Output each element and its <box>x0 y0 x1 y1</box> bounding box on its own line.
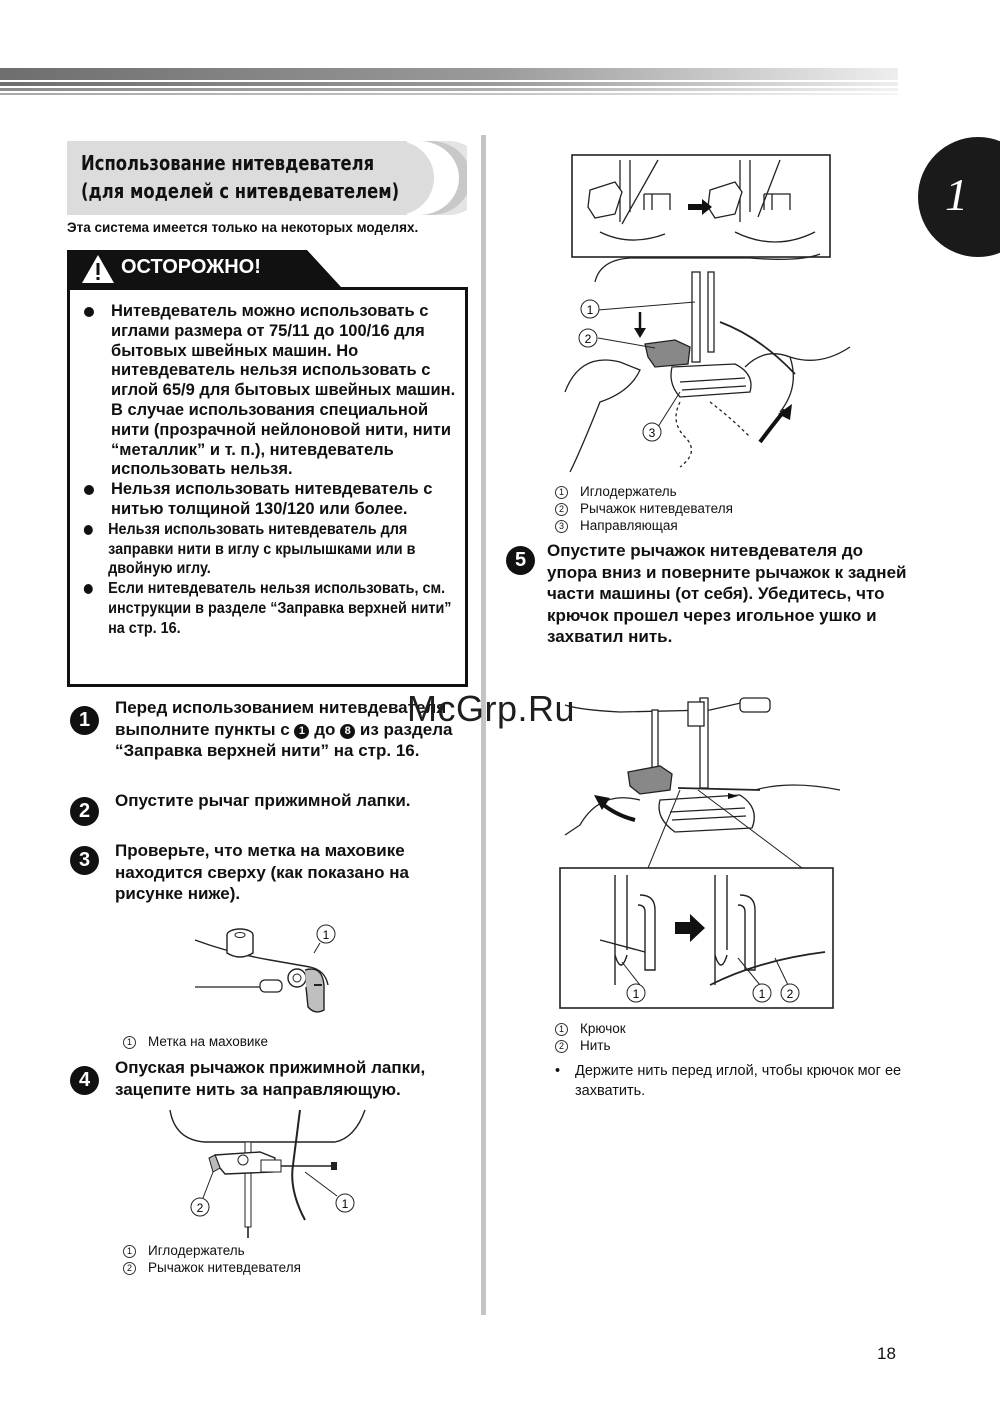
step-number-2: 2 <box>70 797 99 826</box>
step-1-mid: до <box>314 719 336 739</box>
step4-caption-2 <box>123 1259 301 1276</box>
caption-text: Иглодержатель <box>580 484 677 499</box>
step5-caption-2 <box>555 1037 611 1054</box>
caution-item: Нитевдеватель можно использовать с иглами размера от 75/11 до 100/16 для бытовых швейных машин. Но нитевдеватель нельзя использовать с иглой 65/9 для бытовых швейных машин. В случае использования специальной нити (прозрачной нейлоновой нити, нити “металлик” и т. п.), нитевдеватель использовать нельзя. <box>82 302 462 480</box>
caption-text: Направляющая <box>580 518 678 533</box>
handwheel-figure <box>190 915 350 1025</box>
section-heading <box>67 141 467 215</box>
caution-list <box>82 302 462 639</box>
watermark: McGrp.Ru <box>407 688 576 729</box>
chapter-number: 1 <box>945 169 968 220</box>
step-ref-8: 8 <box>340 724 355 739</box>
caption-text: Рычажок нитевдевателя <box>580 501 733 516</box>
step-3-text: Проверьте, что метка на маховике находится сверху (как показано на рисунке ниже). <box>115 841 409 903</box>
step-2-text: Опустите рычаг прижимной лапки. <box>115 791 411 810</box>
step-ref-1: 1 <box>294 724 309 739</box>
header-gradient-bar <box>0 68 898 98</box>
caption-text: Крючок <box>580 1021 626 1036</box>
caution-item: Нельзя использовать нитевдеватель с нитью толщиной 130/120 или более. <box>82 480 462 520</box>
callout-1: 1 <box>341 1197 349 1211</box>
callout-3: 3 <box>648 426 656 440</box>
step-5-text: Опустите рычажок нитевдевателя до упора вниз и поверните рычажок к задней части машины (от себя). Убедитесь, что крючок прошел через игольное ушко и захватил нить. <box>547 541 907 646</box>
caption-number: 1 <box>123 1036 136 1049</box>
threader-guide-figure <box>560 152 860 477</box>
callout-1: 1 <box>586 303 594 317</box>
caution-item: Нельзя использовать нитевдеватель для заправки нити в иглу с крылышками или в двойную иглу. <box>82 520 462 579</box>
callout-2: 2 <box>786 987 794 1001</box>
top-caption-1 <box>555 483 677 500</box>
caption-number: 3 <box>555 520 568 533</box>
section-subtitle: Эта система имеется только на некоторых моделях. <box>67 220 419 235</box>
step-number-4: 4 <box>70 1066 99 1095</box>
callout-1: 1 <box>322 928 330 942</box>
step-4-text: Опуская рычажок прижимной лапки, зацепите нить за направляющую. <box>115 1058 426 1099</box>
step-number-5: 5 <box>506 546 535 575</box>
callout-1: 1 <box>632 987 640 1001</box>
caption-number: 1 <box>555 486 568 499</box>
caption-number: 2 <box>555 1040 568 1053</box>
step3-caption <box>123 1033 268 1050</box>
bullet-note: • Держите нить перед иглой, чтобы крючок мог ее захватить. <box>555 1062 905 1101</box>
top-caption-2 <box>555 500 733 517</box>
caution-item: Если нитевдеватель нельзя использовать, см. инструкции в разделе “Заправка верхней нити” на стр. 16. <box>82 579 462 638</box>
step-1-post: из раздела “Заправка верхней нити” на стр. 16. <box>115 719 453 760</box>
step4-caption-1 <box>123 1242 245 1259</box>
section-title-line1: Использование нитевдевателя <box>81 151 375 175</box>
caption-number: 1 <box>555 1023 568 1036</box>
hook-threading-figure <box>560 690 850 1015</box>
caption-number: 1 <box>123 1245 136 1258</box>
caption-text: Нить <box>580 1038 611 1053</box>
caption-number: 2 <box>123 1262 136 1275</box>
caption-text: Рычажок нитевдевателя <box>148 1260 301 1275</box>
callout-2: 2 <box>584 332 592 346</box>
callout-1: 1 <box>758 987 766 1001</box>
callout-2: 2 <box>196 1201 204 1215</box>
caution-label: ОСТОРОЖНО! <box>121 256 261 278</box>
step-1-pre: Перед использованием нитевдевателя выполните пункты с <box>115 698 447 739</box>
page-number: 18 <box>877 1344 896 1363</box>
section-title-line2: (для моделей с нитевдевателем) <box>81 179 400 203</box>
section-title <box>81 149 399 205</box>
needle-guide-figure <box>165 1110 375 1240</box>
step-number-3: 3 <box>70 846 99 875</box>
caption-text: Иглодержатель <box>148 1243 245 1258</box>
caption-number: 2 <box>555 503 568 516</box>
top-caption-3 <box>555 517 678 534</box>
step5-caption-1 <box>555 1020 626 1037</box>
step-number-1: 1 <box>70 706 99 735</box>
caption-text: Метка на маховике <box>148 1034 268 1049</box>
